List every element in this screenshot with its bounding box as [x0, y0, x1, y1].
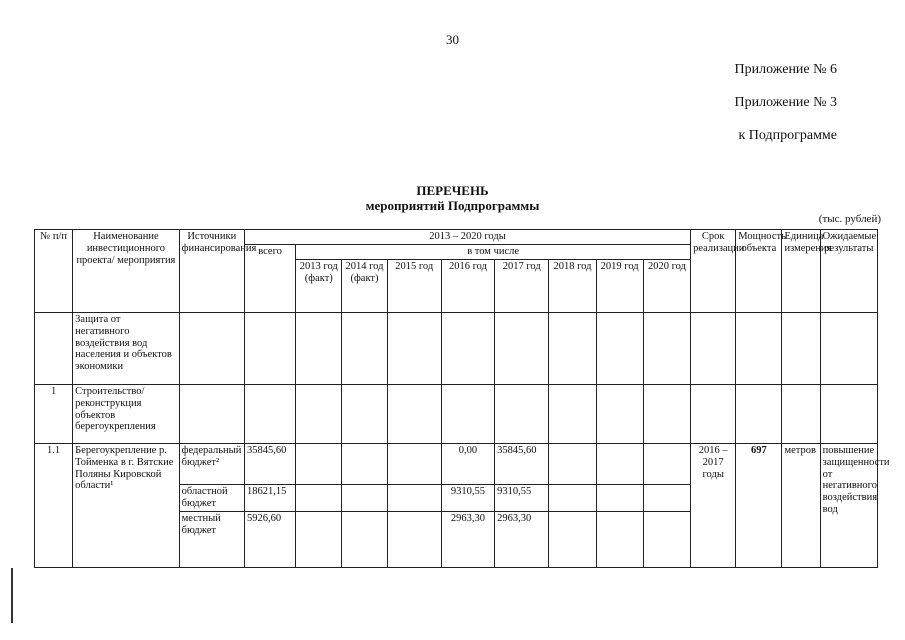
appendix-line-1: Приложение № 6 [734, 62, 837, 77]
header-year-2019: 2019 год [596, 260, 643, 313]
header-including: в том числе [296, 245, 691, 260]
header-results: Ожидаемые результаты [820, 230, 877, 313]
section-row [35, 313, 878, 385]
header-year-2018: 2018 год [549, 260, 596, 313]
header-unit: Единица измерения [782, 230, 820, 313]
header-name: Наименование инвестиционного проекта/ мероприятия [73, 230, 179, 313]
funding-source: федеральный бюджет² [179, 444, 244, 485]
header-period: 2013 – 2020 годы [244, 230, 690, 245]
header-term: Срок реализации [691, 230, 736, 313]
header-source: Источники финансирования [179, 230, 244, 313]
header-num: № п/п [35, 230, 73, 313]
funding-2017: 9310,55 [495, 485, 549, 512]
item-1-name: Строительство/ реконструкция объектов берегоукрепления [73, 385, 179, 444]
page-number: 30 [446, 32, 459, 47]
header-year-2017: 2017 год [495, 260, 549, 313]
appendix-line-2: Приложение № 3 [734, 95, 837, 110]
funding-total: 5926,60 [244, 512, 295, 568]
units-note: (тыс. рублей) [818, 213, 881, 225]
binding-margin-line [11, 568, 13, 623]
item-11-row-federal [35, 444, 878, 485]
list-title: ПЕРЕЧЕНЬ [416, 183, 489, 198]
item-11-term: 2016 – 2017 годы [691, 444, 736, 568]
funding-source: областной бюджет [179, 485, 244, 512]
header-total: всего [244, 245, 295, 313]
measures-table [34, 229, 890, 568]
header-year-2013: 2013 год (факт) [296, 260, 342, 313]
item-1-num: 1 [35, 385, 73, 444]
item-11-name: Берегоукрепление р. Тойменка в г. Вятские Поляны Кировской области¹ [73, 444, 179, 568]
funding-2016: 9310,55 [441, 485, 494, 512]
funding-2017: 2963,30 [495, 512, 549, 568]
item-11-unit: метров [782, 444, 820, 568]
funding-total: 35845,60 [244, 444, 295, 485]
header-year-2015: 2015 год [387, 260, 441, 313]
funding-2016: 0,00 [441, 444, 494, 485]
funding-2016: 2963,30 [441, 512, 494, 568]
header-year-2014: 2014 год (факт) [342, 260, 387, 313]
item-row-1 [35, 385, 878, 444]
appendix-line-3: к Подпрограмме [738, 128, 837, 143]
header-year-2016: 2016 год [441, 260, 494, 313]
section-name: Защита от негативного воздействия вод населения и объектов экономики [73, 313, 179, 385]
item-11-num: 1.1 [35, 444, 73, 568]
funding-2017: 35845,60 [495, 444, 549, 485]
header-year-2020: 2020 год [643, 260, 690, 313]
item-11-capacity: 697 [736, 444, 782, 568]
list-subtitle: мероприятий Подпрограммы [365, 198, 540, 213]
item-11-result: повышение защищенности от негативного воздействия вод [820, 444, 877, 568]
header-capacity: Мощность объекта [736, 230, 782, 313]
funding-total: 18621,15 [244, 485, 295, 512]
header-row-1 [35, 230, 878, 245]
funding-source: местный бюджет [179, 512, 244, 568]
